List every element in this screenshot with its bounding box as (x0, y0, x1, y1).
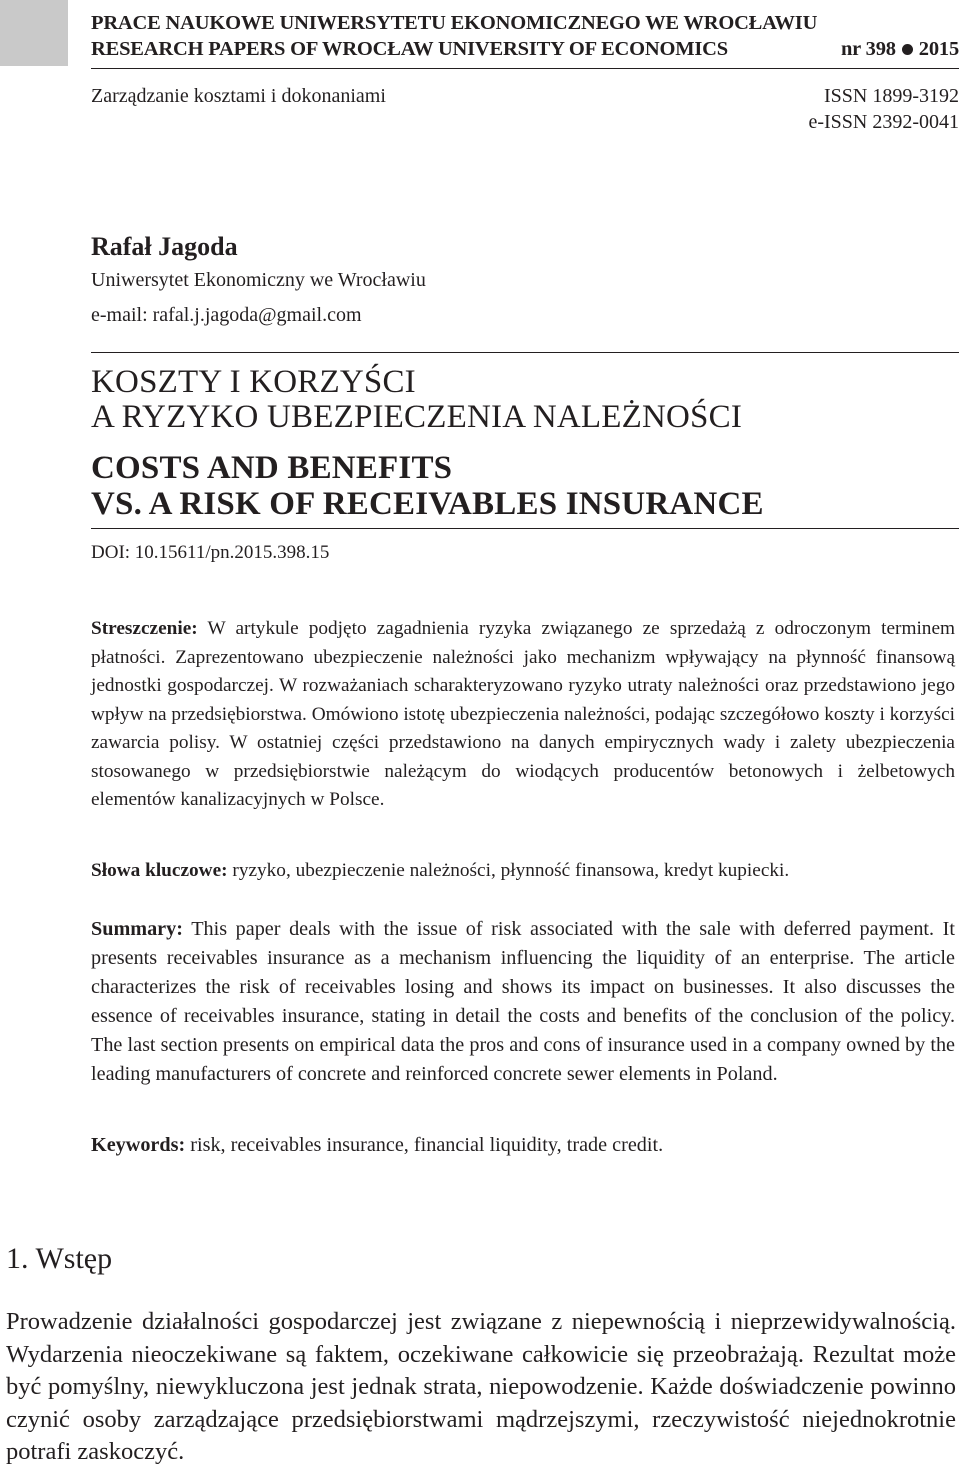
bullet-icon (902, 44, 913, 55)
section-title: 1. Wstęp (6, 1242, 113, 1275)
journal-meta-row (91, 82, 959, 110)
title-rule-top (91, 352, 959, 353)
series-title-pl: PRACE NAUKOWE UNIWERSYTETU EKONOMICZNEGO WE WROCŁAWIU (91, 12, 818, 34)
keywords-pl-label: Słowa kluczowe: (91, 860, 228, 881)
journal-header (91, 10, 959, 62)
issn: ISSN 1899-3192 (823, 85, 959, 107)
keywords-pl-text: ryzyko, ubezpieczenie należności, płynność finansowa, kredyt kupiecki. (232, 860, 790, 881)
section-body: Prowadzenie działalności gospodarczej jest związane z niepewnością i nieprzewidywalnością. Wydarzenia nieoczekiwane są faktem, oczekiwane całkowicie się przeobrażają. Rezultat może być pomyślny, niewykluczona jest jednak strata, niepowodzenie. Każde doświadczenie powinno czynić osoby zarządzające przedsiębiorstwami mądrzejszymi, rzeczywistość niejednokrotnie potrafi zaskoczyć. (6, 1308, 956, 1465)
abstract-pl (91, 615, 955, 815)
abstract-pl-text: W artykule podjęto zagadnienia ryzyka związanego ze sprzedażą z odroczonym terminem płatności. Zaprezentowano ubezpieczenie należności jako mechanizm wpływający na płynność finansową jednostki gospodarczej. W rozważaniach scharakteryzowano ryzyko utraty należności oraz przedstawiono jego wpływ na przedsiębiorstwa. Omówiono istotę ubezpieczenia należności, podając szczegółowo koszty i korzyści zawarcia polisy. W ostatniej części przedstawiono na danych empirycznych wady i zalety ubezpieczenia stosowanego w przedsiębiorstwie należącym do wiodących producentów betonowych i żelbetowych elementów kanalizacyjnych w Polsce. (91, 618, 955, 810)
abstract-pl-label: Streszczenie: (91, 618, 198, 639)
title-en-line-2: VS. A RISK OF RECEIVABLES INSURANCE (91, 486, 764, 522)
title-en-line-1: COSTS AND BENEFITS (91, 450, 453, 486)
title-rule-bottom (91, 528, 959, 529)
abstract-en-label: Summary: (91, 918, 183, 940)
issue-number: nr 398 (840, 38, 896, 60)
title-pl-line-2: A RYZYKO UBEZPIECZENIA NALEŻNOŚCI (91, 399, 743, 435)
title-pl-line-1: KOSZTY I KORZYŚCI (91, 364, 416, 400)
eissn: e-ISSN 2392-0041 (808, 111, 959, 133)
journal-name: Zarządzanie kosztami i dokonaniami (91, 85, 386, 107)
keywords-en-label: Keywords: (91, 1134, 186, 1156)
corner-marker (0, 0, 68, 66)
issue-year: 2015 (918, 38, 959, 60)
keywords-en-text: risk, receivables insurance, financial liquidity, trade credit. (190, 1134, 664, 1156)
abstract-en-text: This paper deals with the issue of risk associated with the sale with deferred payment. It presents receivables insurance as a mechanism influencing the liquidity of an enterprise. The article characterizes the risk of receivables losing and shows its impact on businesses. It also discusses the essence of receivables insurance, stating in detail the costs and benefits of the conclusion of the policy. The last section presents on empirical data the pros and cons of insurance used in a company owned by the leading manufacturers of concrete and reinforced concrete sewer elements in Poland. (91, 918, 955, 1085)
header-rule (91, 68, 959, 69)
author-email: e-mail: rafal.j.jagoda@gmail.com (91, 304, 362, 326)
abstract-en (91, 915, 955, 1089)
series-title-en-row (91, 36, 959, 62)
keywords-pl (91, 857, 955, 886)
author-name: Rafał Jagoda (91, 232, 238, 261)
keywords-en (91, 1131, 955, 1160)
author-affiliation: Uniwersytet Ekonomiczny we Wrocławiu (91, 269, 426, 291)
issue-info (841, 36, 959, 62)
doi: DOI: 10.15611/pn.2015.398.15 (91, 542, 330, 563)
series-title-en: RESEARCH PAPERS OF WROCŁAW UNIVERSITY OF ECONOMICS (91, 38, 728, 60)
